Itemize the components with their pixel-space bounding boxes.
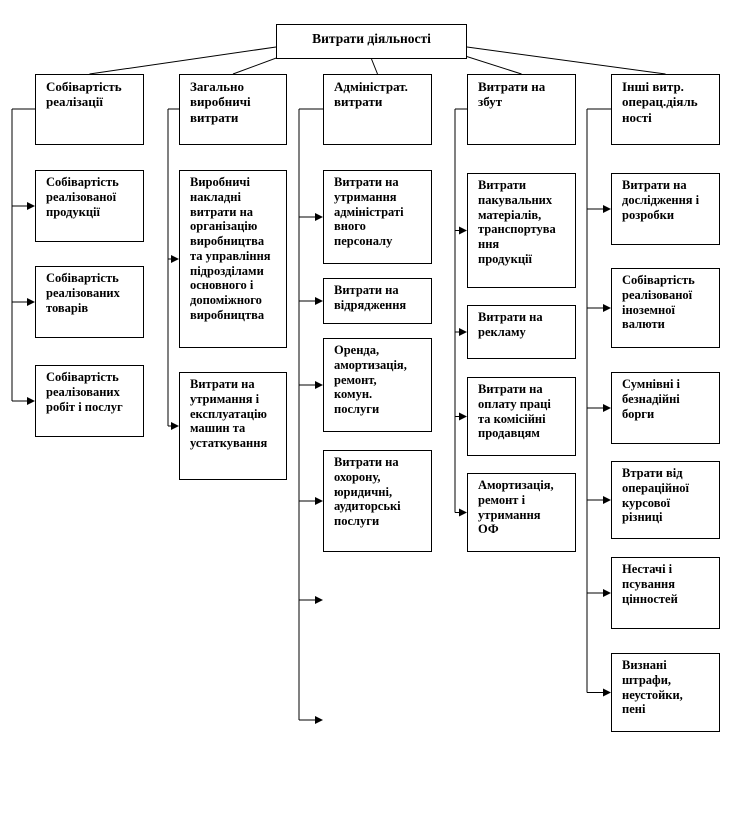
column-header-3: Адміністрат. витрати bbox=[323, 74, 432, 145]
column-5-item-2: Собівартість реалізованої іноземної валюти bbox=[611, 268, 720, 348]
column-header-5: Інші витр. операц.діяль ності bbox=[611, 74, 720, 145]
column-5-item-5: Нестачі і псування цінностей bbox=[611, 557, 720, 629]
column-2-item-2: Витрати на утримання і експлуатацію машин та устаткування bbox=[179, 372, 287, 480]
column-2-item-1: Виробничі накладні витрати на організацію виробництва та управління підрозділами основного і допоміжного виробництва bbox=[179, 170, 287, 348]
column-header-4: Витрати на збут bbox=[467, 74, 576, 145]
column-4-item-4: Амортизація, ремонт і утримання ОФ bbox=[467, 473, 576, 552]
column-1-item-1: Собівартість реалізованої продукції bbox=[35, 170, 144, 242]
column-5-item-6: Визнані штрафи, неустойки, пені bbox=[611, 653, 720, 732]
column-3-item-3: Оренда, амортизація, ремонт, комун. послуги bbox=[323, 338, 432, 432]
connector-root-to-column-5 bbox=[467, 47, 666, 74]
column-3-item-2: Витрати на відрядження bbox=[323, 278, 432, 324]
root-node: Витрати діяльності bbox=[276, 24, 467, 59]
column-5-item-3: Сумнівні і безнадійні борги bbox=[611, 372, 720, 444]
column-1-item-3: Собівартість реалізованих робіт і послуг bbox=[35, 365, 144, 437]
column-header-2: Загально виробничі витрати bbox=[179, 74, 287, 145]
column-4-item-3: Витрати на оплату праці та комісійні продавцям bbox=[467, 377, 576, 456]
connector-root-to-column-3 bbox=[372, 59, 378, 74]
column-header-1: Собівартість реалізації bbox=[35, 74, 144, 145]
connector-root-to-column-1 bbox=[90, 47, 277, 74]
column-4-item-1: Витрати пакувальних матеріалів, транспортува ння продукції bbox=[467, 173, 576, 288]
column-5-item-4: Втрати від операційної курсової різниці bbox=[611, 461, 720, 539]
column-4-item-2: Витрати на рекламу bbox=[467, 305, 576, 359]
column-1-item-2: Собівартість реалізованих товарів bbox=[35, 266, 144, 338]
column-3-item-4: Витрати на охорону, юридичні, аудиторські послуги bbox=[323, 450, 432, 552]
column-5-item-1: Витрати на дослідження і розробки bbox=[611, 173, 720, 245]
column-3-item-1: Витрати на утримання адміністраті вного персоналу bbox=[323, 170, 432, 264]
